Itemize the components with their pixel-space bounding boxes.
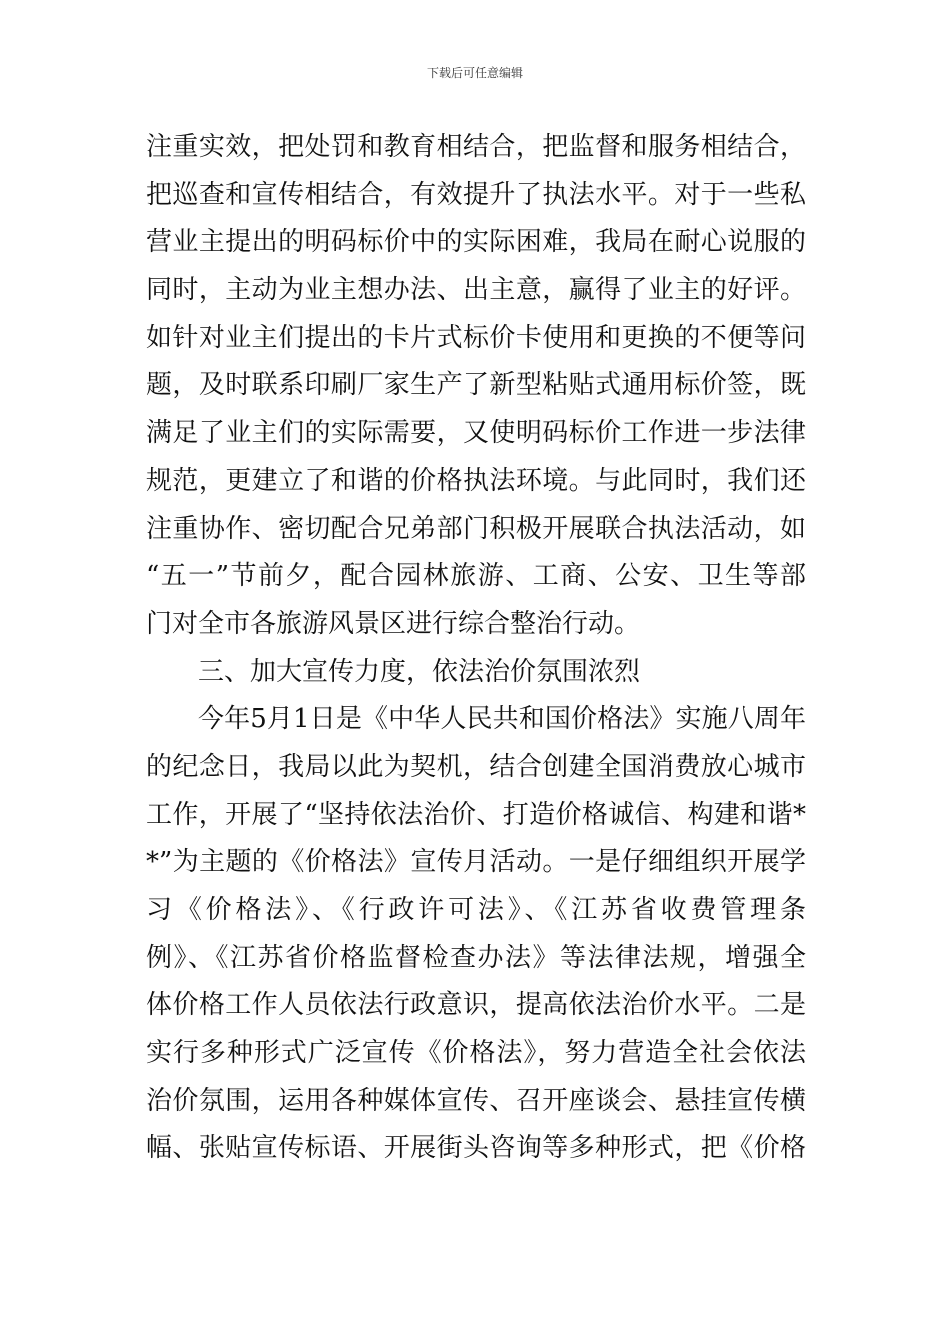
text-line: 如针对业主们提出的卡片式标价卡使用和更换的不便等问 [146,322,806,353]
text-line: 今年5月1日是《中华人民共和国价格法》实施八周年 [198,704,806,735]
text-line: 例》、《江苏省价格监督检查办法》等法律法规，增强全 [146,942,806,973]
page-header: 下载后可任意编辑 [426,66,523,80]
text-line: 营业主提出的明码标价中的实际困难，我局在耐心说服的 [146,227,806,258]
text-line: 满足了业主们的实际需要，又使明码标价工作进一步法律 [146,418,806,449]
text-line: 幅、张贴宣传标语、开展街头咨询等多种形式，把《价格 [146,1133,806,1164]
text-line: 实行多种形式广泛宣传《价格法》，努力营造全社会依法 [146,1038,806,1069]
text-line: 门对全市各旅游风景区进行综合整治行动。 [146,608,641,639]
text-line: 题，及时联系印刷厂家生产了新型粘贴式通用标价签，既 [146,370,806,401]
text-line: 的纪念日，我局以此为契机，结合创建全国消费放心城市 [146,751,806,782]
text-line: 注重实效，把处罚和教育相结合，把监督和服务相结合， [146,132,806,162]
text-line: 习《价格法》、《行政许可法》、《江苏省收费管理条 [146,895,806,925]
text-line: 治价氛围，运用各种媒体宣传、召开座谈会、悬挂宣传横 [146,1085,806,1116]
text-line: 规范，更建立了和谐的价格执法环境。与此同时，我们还 [146,465,806,496]
document-body [146,124,806,1173]
section-heading: 三、加大宣传力度，依法治价氛围浓烈 [198,656,641,687]
text-line: 把巡查和宣传相结合，有效提升了执法水平。对于一些私 [146,179,806,210]
text-line: 工作，开展了“坚持依法治价、打造价格诚信、构建和谐* [146,799,806,830]
text-line: 体价格工作人员依法行政意识，提高依法治价水平。二是 [146,990,806,1021]
text-line: *”为主题的《价格法》宣传月活动。一是仔细组织开展学 [146,847,806,878]
text-line: 同时，主动为业主想办法、出主意，赢得了业主的好评。 [146,275,806,306]
text-line: 注重协作、密切配合兄弟部门积极开展联合执法活动，如 [146,513,806,544]
text-line: “五一”节前夕，配合园林旅游、工商、公安、卫生等部 [146,561,806,592]
